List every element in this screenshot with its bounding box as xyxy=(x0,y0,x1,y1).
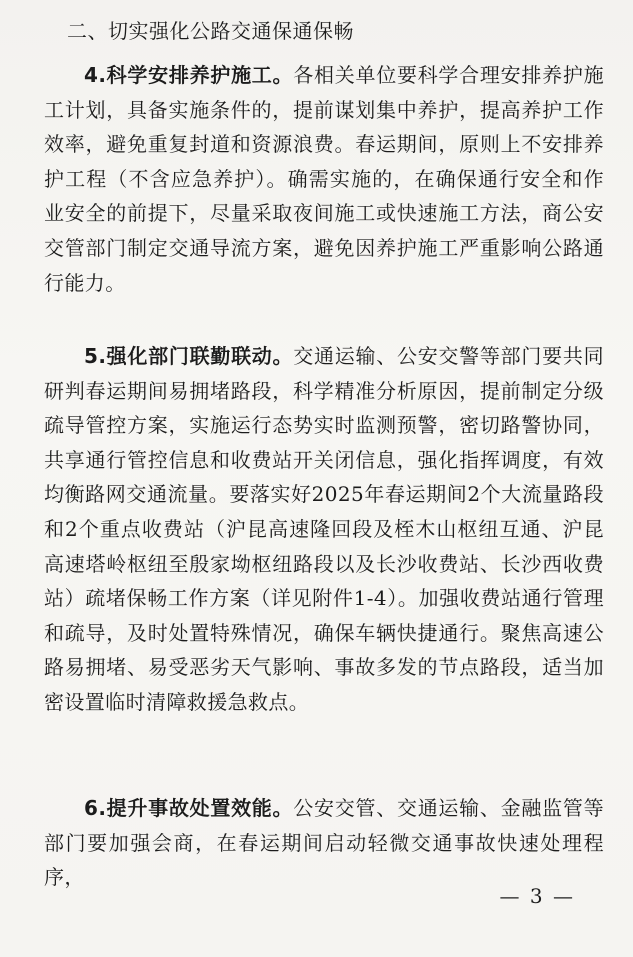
section-heading: 二、切实强化公路交通保通保畅 xyxy=(67,19,354,43)
paragraph-body: 各相关单位要科学合理安排养护施工计划，具备实施条件的，提前谋划集中养护，提高养护工作效率，避免重复封道和资源浪费。春运期间，原则上不安排养护工程（不含应急养护）。确需实施的，在确保通行安全和作业安全的前提下，尽量采取夜间施工或快速施工方法，商公安交管部门制定交通导流方案，避免因养护施工严重影响公路通行能力。 xyxy=(44,63,604,295)
paragraph-lead: 5.强化部门联勤联动。 xyxy=(84,344,294,368)
paragraph-lead: 6.提升事故处置效能。 xyxy=(84,796,294,820)
page-number: — 3 — xyxy=(499,884,575,908)
paragraph-item-5 xyxy=(44,339,604,720)
paragraph-body: 公安交管、交通运输、金融监管等部门要加强会商，在春运期间启动轻微交通事故快速处理程序， xyxy=(44,796,604,890)
paragraph-item-4 xyxy=(44,58,604,300)
paragraph-lead: 4.科学安排养护施工。 xyxy=(84,63,294,87)
paragraph-item-6 xyxy=(44,791,604,895)
paragraph-body: 交通运输、公安交警等部门要共同研判春运期间易拥堵路段，科学精准分析原因，提前制定分级疏导管控方案，实施运行态势实时监测预警，密切路警协同，共享通行管控信息和收费站开关闭信息，强化指挥调度，有效均衡路网交通流量。要落实好2025年春运期间2个大流量路段和2个重点收费站（沪昆高速隆回段及桎木山枢纽互通、沪昆高速塔岭枢纽至殷家坳枢纽路段以及长沙收费站、长沙西收费站）疏堵保畅工作方案（详见附件1-4）。加强收费站通行管理和疏导，及时处置特殊情况，确保车辆快捷通行。聚焦高速公路易拥堵、易受恶劣天气影响、事故多发的节点路段，适当加密设置临时清障救援急救点。 xyxy=(44,344,604,714)
